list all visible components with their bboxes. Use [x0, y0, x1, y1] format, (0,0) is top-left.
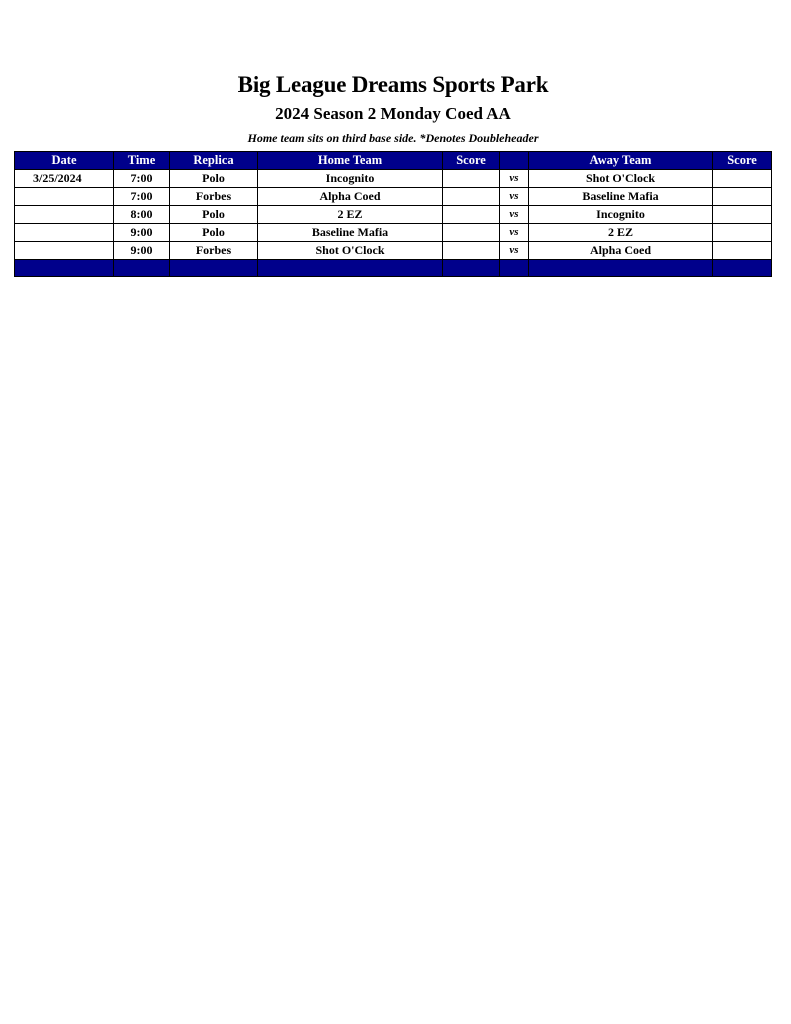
column-header-time: Time: [114, 152, 170, 170]
footer-cell: [258, 260, 443, 277]
cell-away-score: [713, 170, 772, 188]
footer-cell: [170, 260, 258, 277]
table-row: [15, 206, 772, 224]
table-row: [15, 242, 772, 260]
column-header-away-team: Away Team: [529, 152, 713, 170]
cell-home-team: Shot O'Clock: [258, 242, 443, 260]
column-header-replica: Replica: [170, 152, 258, 170]
cell-away-score: [713, 224, 772, 242]
column-header-away-score: Score: [713, 152, 772, 170]
page-title: Big League Dreams Sports Park: [237, 72, 549, 97]
cell-away-team: Baseline Mafia: [529, 188, 713, 206]
cell-field: Polo: [170, 170, 258, 188]
cell-home-team: Alpha Coed: [258, 188, 443, 206]
cell-away-score: [713, 242, 772, 260]
footer-cell: [443, 260, 500, 277]
footer-cell: [15, 260, 114, 277]
column-header-home-score: Score: [443, 152, 500, 170]
footer-cell: [713, 260, 772, 277]
cell-away-score: [713, 188, 772, 206]
table-row: [15, 224, 772, 242]
cell-home-score: [443, 224, 500, 242]
column-header-date: Date: [15, 152, 114, 170]
cell-away-team: Incognito: [529, 206, 713, 224]
cell-home-team: Baseline Mafia: [258, 224, 443, 242]
cell-time: 7:00: [114, 170, 170, 188]
table-row: [15, 170, 772, 188]
cell-home-score: [443, 206, 500, 224]
cell-vs: vs: [500, 242, 529, 260]
cell-field: Forbes: [170, 188, 258, 206]
cell-date: [15, 242, 114, 260]
cell-time: 9:00: [114, 224, 170, 242]
schedule-table: [14, 151, 772, 277]
cell-field: Polo: [170, 224, 258, 242]
cell-date: [15, 224, 114, 242]
cell-time: 7:00: [114, 188, 170, 206]
cell-away-team: 2 EZ: [529, 224, 713, 242]
footer-cell: [114, 260, 170, 277]
cell-date: [15, 188, 114, 206]
cell-vs: vs: [500, 206, 529, 224]
cell-home-score: [443, 242, 500, 260]
column-header-home-team: Home Team: [258, 152, 443, 170]
cell-vs: vs: [500, 170, 529, 188]
column-header-vs: [500, 152, 529, 170]
cell-away-team: Shot O'Clock: [529, 170, 713, 188]
page-subtitle: 2024 Season 2 Monday Coed AA: [275, 104, 511, 123]
cell-date: 3/25/2024: [15, 170, 114, 188]
cell-time: 8:00: [114, 206, 170, 224]
cell-home-score: [443, 170, 500, 188]
cell-field: Polo: [170, 206, 258, 224]
table-footer-row: [15, 260, 772, 277]
footer-cell: [500, 260, 529, 277]
cell-vs: vs: [500, 224, 529, 242]
table-header-row: [15, 152, 772, 170]
cell-home-score: [443, 188, 500, 206]
cell-field: Forbes: [170, 242, 258, 260]
footer-cell: [529, 260, 713, 277]
cell-vs: vs: [500, 188, 529, 206]
table-row: [15, 188, 772, 206]
cell-home-team: 2 EZ: [258, 206, 443, 224]
cell-home-team: Incognito: [258, 170, 443, 188]
cell-away-score: [713, 206, 772, 224]
schedule-note: Home team sits on third base side. *Denotes Doubleheader: [247, 131, 539, 145]
cell-time: 9:00: [114, 242, 170, 260]
cell-date: [15, 206, 114, 224]
cell-away-team: Alpha Coed: [529, 242, 713, 260]
